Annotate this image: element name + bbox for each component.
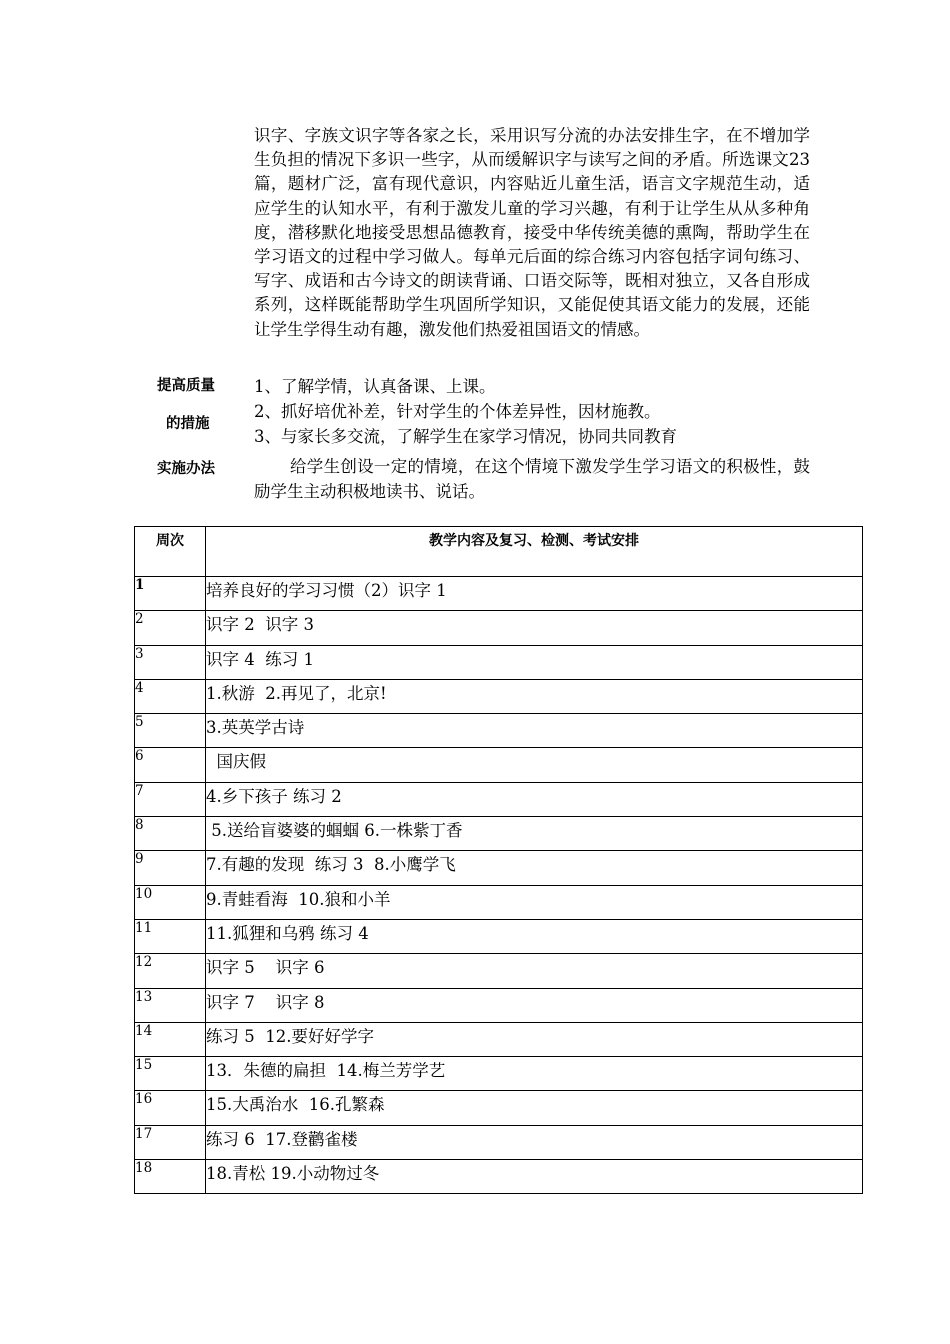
table-row: [135, 611, 863, 645]
table-row: [135, 885, 863, 919]
content-cell: 18.青松 19.小动物过冬: [206, 1160, 863, 1194]
week-cell: 14: [135, 1022, 206, 1056]
week-cell: 10: [135, 885, 206, 919]
content-cell: 1.秋游 2.再见了，北京!: [206, 679, 863, 713]
week-cell: 16: [135, 1091, 206, 1125]
table-row: [135, 714, 863, 748]
table-row: [135, 851, 863, 885]
content-cell: 5.送给盲婆婆的蝈蝈 6.一株紫丁香: [206, 817, 863, 851]
week-cell: 1: [135, 577, 206, 611]
content-cell: 15.大禹治水 16.孔繁森: [206, 1091, 863, 1125]
measures-label-line1: 提高质量: [157, 378, 215, 394]
table-row: [135, 577, 863, 611]
table-row: [135, 817, 863, 851]
content-cell: 9.青蛙看海 10.狼和小羊: [206, 885, 863, 919]
measures-label-line2: 的措施: [166, 416, 210, 432]
header-week: 周次: [135, 527, 206, 577]
content-cell: 识字 4 练习 1: [206, 645, 863, 679]
table-header-row: [135, 527, 863, 577]
table-row: [135, 748, 863, 782]
week-cell: 5: [135, 714, 206, 748]
table-row: [135, 1160, 863, 1194]
week-cell: 4: [135, 679, 206, 713]
week-cell: 8: [135, 817, 206, 851]
week-cell: 18: [135, 1160, 206, 1194]
intro-paragraph: 识字、字族文识字等各家之长，采用识写分流的办法安排生字，在不增加学生负担的情况下多识一些字，从而缓解识字与读写之间的矛盾。所选课文23篇，题材广泛，富有现代意识，内容贴近儿童生活，语言文字规范生动，适应学生的认知水平，有利于激发儿童的学习兴趣，有利于让学生从从多种角度，潜移默化地接受思想品德教育，接受中华传统美德的熏陶，帮助学生在学习语文的过程中学习做人。每单元后面的综合练习内容包括字词句练习、写字、成语和古今诗文的朗读背诵、口语交际等，既相对独立，又各自形成系列，这样既能帮助学生巩固所学知识，又能促使其语文能力的发展，还能让学生学得生动有趣，激发他们热爱祖国语文的情感。: [254, 126, 810, 339]
content-cell: 识字 5 识字 6: [206, 954, 863, 988]
week-cell: 11: [135, 919, 206, 953]
measure-item: 1、了解学情，认真备课、上课。: [254, 377, 496, 396]
method-paragraph: 给学生创设一定的情境，在这个情境下激发学生学习语文的积极性，鼓励学生主动积极地读书、说话。: [254, 457, 810, 501]
measure-item: 2、抓好培优补差，针对学生的个体差异性，因材施教。: [254, 402, 661, 421]
content-cell: 3.英英学古诗: [206, 714, 863, 748]
content-cell: 国庆假: [206, 748, 863, 782]
measures-list: [254, 374, 814, 449]
week-cell: 12: [135, 954, 206, 988]
table-row: [135, 988, 863, 1022]
week-cell: 17: [135, 1125, 206, 1159]
content-cell: 培养良好的学习习惯（2）识字 1: [206, 577, 863, 611]
table-row: [135, 782, 863, 816]
method-label: 实施办法: [157, 461, 215, 477]
content-cell: 识字 7 识字 8: [206, 988, 863, 1022]
week-cell: 2: [135, 611, 206, 645]
content-cell: 练习 5 12.要好好学字: [206, 1022, 863, 1056]
table-row: [135, 1091, 863, 1125]
schedule-table: [134, 526, 863, 1194]
content-cell: 11.狐狸和乌鸦 练习 4: [206, 919, 863, 953]
content-cell: 练习 6 17.登鹳雀楼: [206, 1125, 863, 1159]
week-cell: 15: [135, 1057, 206, 1091]
week-cell: 7: [135, 782, 206, 816]
week-cell: 13: [135, 988, 206, 1022]
table-row: [135, 1125, 863, 1159]
measure-item: 3、与家长多交流，了解学生在家学习情况，协同共同教育: [254, 427, 677, 446]
table-row: [135, 919, 863, 953]
content-cell: 识字 2 识字 3: [206, 611, 863, 645]
table-row: [135, 1022, 863, 1056]
week-cell: 6: [135, 748, 206, 782]
content-cell: 4.乡下孩子 练习 2: [206, 782, 863, 816]
week-cell: 9: [135, 851, 206, 885]
header-content: 教学内容及复习、检测、考试安排: [206, 527, 863, 577]
week-cell: 3: [135, 645, 206, 679]
content-cell: 13．朱德的扁担 14.梅兰芳学艺: [206, 1057, 863, 1091]
content-cell: 7.有趣的发现 练习 3 8.小鹰学飞: [206, 851, 863, 885]
table-row: [135, 1057, 863, 1091]
table-row: [135, 645, 863, 679]
table-row: [135, 954, 863, 988]
table-row: [135, 679, 863, 713]
